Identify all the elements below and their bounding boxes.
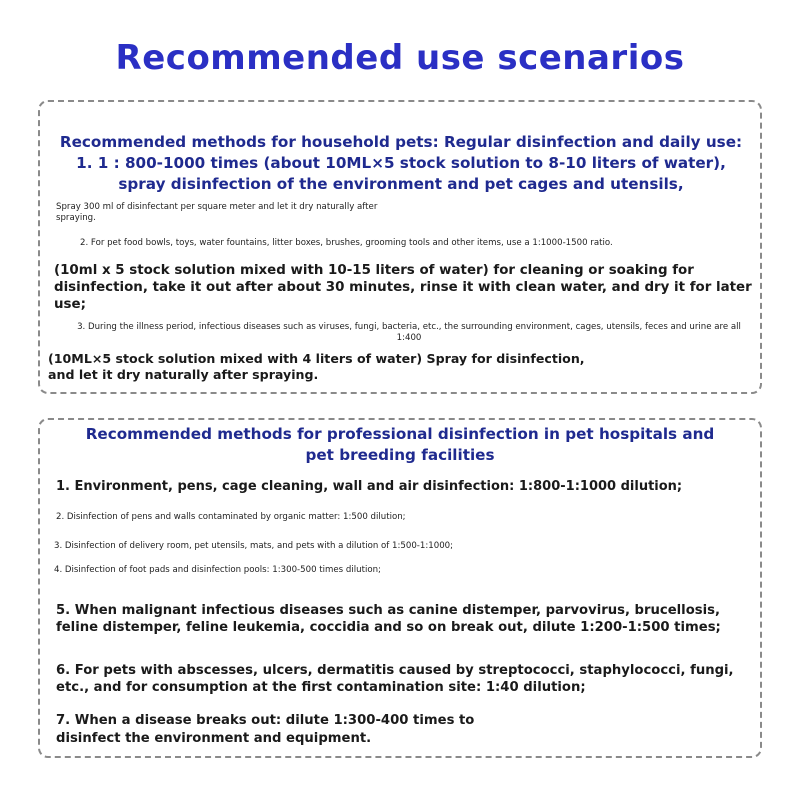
spray-note: Spray 300 ml of disinfectant per square meter and let it dry naturally after spraying. — [56, 202, 378, 223]
professional-item-1: 1. Environment, pens, cage cleaning, wall and air disinfection: 1:800-1:1000 dilution; — [56, 479, 683, 494]
professional-heading: Recommended methods for professional disinfection in pet hospitals and pet breeding facilities — [85, 425, 715, 464]
household-item-3-detail-1: (10ML×5 stock solution mixed with 4 liters of water) Spray for disinfection, — [48, 351, 585, 366]
professional-methods-panel — [38, 418, 762, 758]
professional-item-3: 3. Disinfection of delivery room, pet utensils, mats, and pets with a dilution of 1:500-1:1000; — [54, 541, 454, 551]
household-item-3: 3. During the illness period, infectious diseases such as viruses, fungi, bacteria, etc., the surrounding environment, cages, utensils, feces and urine are all 1:400 — [77, 322, 741, 343]
professional-item-4: 4. Disinfection of foot pads and disinfection pools: 1:300-500 times dilution; — [54, 565, 381, 575]
professional-item-7-line-1: 7. When a disease breaks out: dilute 1:300-400 times to — [56, 713, 475, 728]
household-item-2-detail: (10ml x 5 stock solution mixed with 10-15 liters of water) for cleaning or soaking for disinfection, take it out after about 30 minutes, rinse it with clean water, and dry it for later use; — [54, 263, 752, 312]
household-item-3-detail-2: and let it dry naturally after spraying. — [48, 367, 319, 382]
page-title: Recommended use scenarios — [115, 38, 685, 78]
professional-item-2: 2. Disinfection of pens and walls contaminated by organic matter: 1:500 dilution; — [56, 512, 406, 522]
professional-item-6: 6. For pets with abscesses, ulcers, dermatitis caused by streptococci, staphylococci, fungi, etc., and for consumption at the first contamination site: 1:40 dilution; — [56, 663, 734, 695]
professional-item-7-line-2: disinfect the environment and equipment. — [56, 731, 372, 746]
household-heading: Recommended methods for household pets: Regular disinfection and daily use: 1. 1 : 800-1000 times (about 10ML×5 stock solution to 8-10 liters of water), spray disinfection of the environment and pet cages and utensils, — [59, 133, 743, 193]
household-methods-panel — [38, 100, 762, 394]
professional-item-5: 5. When malignant infectious diseases such as canine distemper, parvovirus, brucellosis, feline distemper, feline leukemia, coccidia and so on break out, dilute 1:200-1:500 times; — [56, 603, 721, 635]
household-item-2: 2. For pet food bowls, toys, water fountains, litter boxes, brushes, grooming tools and other items, use a 1:1000-1500 ratio. — [80, 238, 613, 248]
